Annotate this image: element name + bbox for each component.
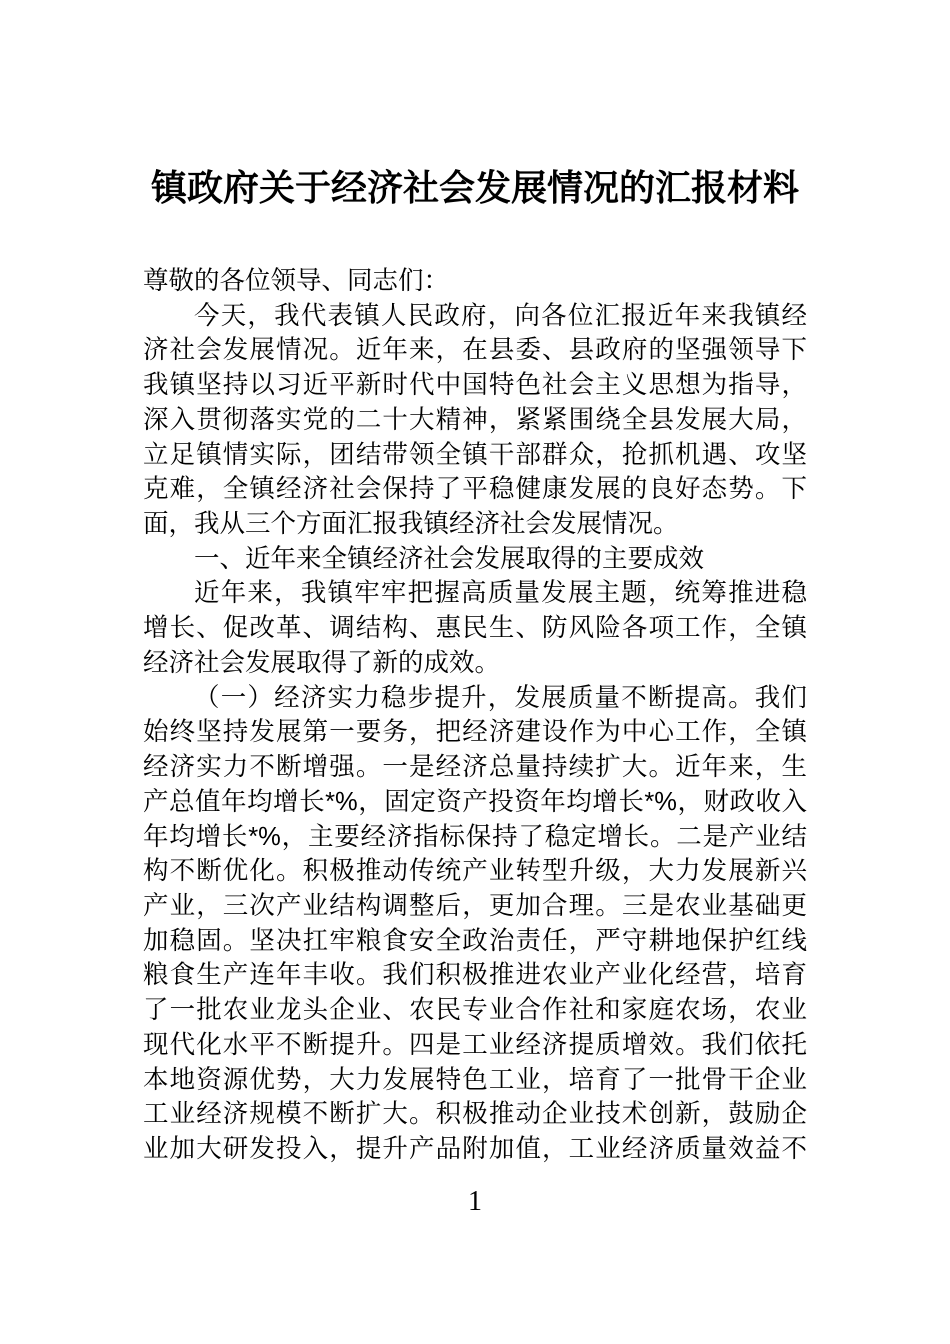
text-line: 克难，全镇经济社会保持了平稳健康发展的良好态势。下: [143, 475, 807, 504]
text-line: 济社会发展情况。近年来，在县委、县政府的坚强领导下: [143, 336, 807, 365]
section-1-point-1: [143, 681, 807, 1167]
text-line: （一）经济实力稳步提升，发展质量不断提高。我们: [194, 683, 807, 712]
text-line: 立足镇情实际，团结带领全镇干部群众，抢抓机遇、攻坚: [143, 440, 807, 469]
text-line: 产业，三次产业结构调整后，更加合理。三是农业基础更: [143, 891, 807, 920]
text-line: 年均增长*%，主要经济指标保持了稳定增长。二是产业结: [143, 822, 807, 851]
text-line: 业加大研发投入，提升产品附加值，工业经济质量效益不: [143, 1134, 807, 1163]
text-line: 尊敬的各位领导、同志们：: [143, 267, 450, 295]
text-line: 经济社会发展取得了新的成效。: [143, 648, 501, 677]
section-1-overview: [143, 576, 807, 680]
text-line: 始终坚持发展第一要务，把经济建设作为中心工作，全镇: [143, 718, 807, 747]
text-line: 一、近年来全镇经济社会发展取得的主要成效: [194, 544, 705, 573]
text-line: 粮食生产连年丰收。我们积极推进农业产业化经营，培育: [143, 961, 807, 990]
salutation: [143, 264, 807, 299]
text-line: 今天，我代表镇人民政府，向各位汇报近年来我镇经: [194, 301, 807, 330]
text-line: 面，我从三个方面汇报我镇经济社会发展情况。: [143, 510, 679, 539]
text-line: 工业经济规模不断扩大。积极推动企业技术创新，鼓励企: [143, 1100, 807, 1129]
intro-paragraph: [143, 299, 807, 542]
page-number: 1: [468, 1186, 482, 1217]
text-line: 本地资源优势，大力发展特色工业，培育了一批骨干企业: [143, 1065, 807, 1094]
text-line: 经济实力不断增强。一是经济总量持续扩大。近年来，生: [143, 753, 807, 782]
text-line: 我镇坚持以习近平新时代中国特色社会主义思想为指导，: [143, 371, 807, 400]
document-body: [143, 264, 807, 1167]
text-line: 了一批农业龙头企业、农民专业合作社和家庭农场，农业: [143, 996, 807, 1025]
text-line: 增长、促改革、调结构、惠民生、防风险各项工作，全镇: [143, 614, 807, 643]
text-line: 现代化水平不断提升。四是工业经济提质增效。我们依托: [143, 1030, 807, 1059]
text-line: 近年来，我镇牢牢把握高质量发展主题，统筹推进稳: [194, 579, 807, 608]
document-title: 镇政府关于经济社会发展情况的汇报材料: [150, 167, 799, 208]
text-line: 产总值年均增长*%，固定资产投资年均增长*%，财政收入: [143, 787, 807, 816]
text-line: 构不断优化。积极推动传统产业转型升级，大力发展新兴: [143, 857, 807, 886]
text-line: 加稳固。坚决扛牢粮食安全政治责任，严守耕地保护红线: [143, 926, 807, 955]
text-line: 深入贯彻落实党的二十大精神，紧紧围绕全县发展大局，: [143, 405, 807, 434]
section-heading-1: [143, 542, 807, 577]
